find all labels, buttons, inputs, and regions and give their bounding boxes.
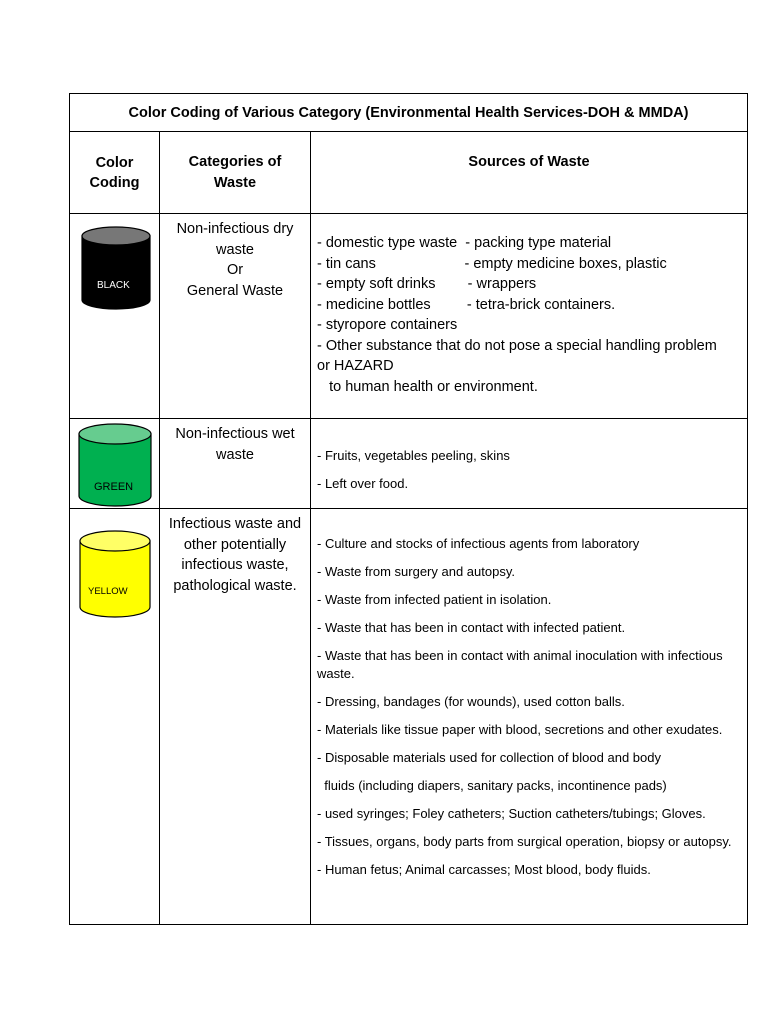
sources-cell <box>311 214 748 419</box>
bin-body <box>79 434 151 506</box>
bin-lid <box>82 227 150 245</box>
source-item: - Dressing, bandages (for wounds), used cotton balls. <box>317 693 625 709</box>
bin-body <box>82 236 150 309</box>
bin-label: GREEN <box>94 481 134 493</box>
source-item: - used syringes; Foley catheters; Suction catheters/tubings; Gloves. <box>317 805 706 821</box>
black-bin-icon <box>81 226 151 312</box>
bin-body <box>80 541 150 617</box>
bin-lid <box>79 424 151 444</box>
source-item: - Tissues, organs, body parts from surgical operation, biopsy or autopsy. <box>317 833 732 849</box>
source-item: - Left over food. <box>317 476 409 491</box>
source-item: - Disposable materials used for collection of blood and body <box>317 749 661 765</box>
table-row <box>70 509 748 925</box>
source-item: - Waste from infected patient in isolation. <box>317 592 552 607</box>
color-cell <box>70 509 160 925</box>
category-cell <box>160 509 311 925</box>
source-item: - Waste that has been in contact with infected patient. <box>317 620 626 635</box>
green-bin-icon <box>78 423 152 507</box>
yellow-bin-icon <box>79 530 151 618</box>
category-cell <box>160 419 311 509</box>
header-color-coding: Color Coding <box>70 132 160 214</box>
source-item: - Human fetus; Animal carcasses; Most blood, body fluids. <box>317 861 651 877</box>
bin-label: YELLOW <box>88 586 128 597</box>
sources-cell <box>311 509 748 925</box>
color-cell <box>70 214 160 419</box>
header-categories: Categories of Waste <box>160 132 311 214</box>
table-title: Color Coding of Various Category (Environmental Health Services-DOH & MMDA) <box>70 94 748 132</box>
category-cell <box>160 214 311 419</box>
table-row <box>70 214 748 419</box>
category-text: Non-infectious wet waste <box>175 426 295 463</box>
category-text: Non-infectious dry waste Or General Waste <box>176 221 294 299</box>
waste-color-coding-table <box>69 93 748 925</box>
table-row <box>70 419 748 509</box>
color-cell <box>70 419 160 509</box>
sources-list <box>317 419 743 493</box>
source-item: - Fruits, vegetables peeling, skins <box>317 448 510 463</box>
bin-lid <box>80 531 150 551</box>
header-sources: Sources of Waste <box>311 132 748 214</box>
source-item: - Waste that has been in contact with animal inoculation with infectious waste. <box>317 648 727 681</box>
bin-label: BLACK <box>97 280 130 291</box>
source-item: - Culture and stocks of infectious agents from laboratory <box>317 536 640 551</box>
category-text: Infectious waste and other potentially infectious waste, pathological waste. <box>168 516 302 594</box>
source-item: fluids (including diapers, sanitary packs, incontinence pads) <box>317 777 667 793</box>
source-item: - Materials like tissue paper with blood, secretions and other exudates. <box>317 721 723 737</box>
sources-text: - domestic type waste - packing type material - tin cans - empty medicine boxes, plastic - empty soft drinks - wrappers - medicine bottles - tetra-brick containers. - styropore containers - Other substance that do not pose a special handling problem or HAZARD to human health or environment. <box>317 235 717 395</box>
sources-cell <box>311 419 748 509</box>
source-item: - Waste from surgery and autopsy. <box>317 564 515 579</box>
sources-list <box>317 509 743 878</box>
